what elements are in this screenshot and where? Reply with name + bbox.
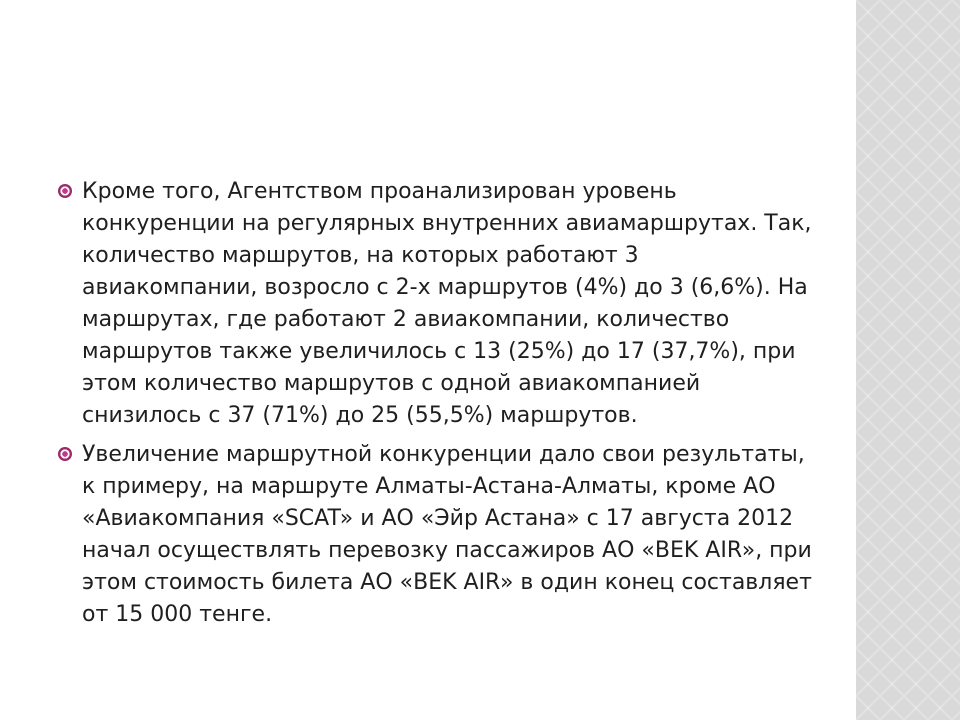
- decorative-side-panel: [856, 0, 960, 720]
- bullet-item-competition: [58, 176, 818, 432]
- bullet-ring-icon: [58, 184, 72, 198]
- bullet-text-competition: Кроме того, Агентством проанализирован уровень конкуренции на регулярных внутренних авиамаршрутах. Так, количество маршрутов, на которых работают 3 авиакомпании, возросло с 2-х маршрутов (4%) до 3 (6,6%). На маршрутах, где работают 2 авиакомпании, количество маршрутов также увеличилось с 13 (25%) до 17 (37,7%), при этом количество маршрутов с одной авиакомпанией снизилось с 37 (71%) до 25 (55,5%) маршрутов.: [82, 179, 812, 428]
- bullet-text-results: Увеличение маршрутной конкуренции дало свои результаты, к примеру, на маршруте Алматы-Астана-Алматы, кроме АО «Авиакомпания «SCAT» и АО «Эйр Астана» с 17 августа 2012 начал осуществлять перевозку пассажиров АО «BEK AIR», при этом стоимость билета АО «BEK AIR» в один конец составляет от 15 000 тенге.: [82, 442, 812, 627]
- bullet-item-results: [58, 439, 818, 631]
- slide-content: [58, 176, 818, 638]
- bullet-ring-icon: [58, 447, 72, 461]
